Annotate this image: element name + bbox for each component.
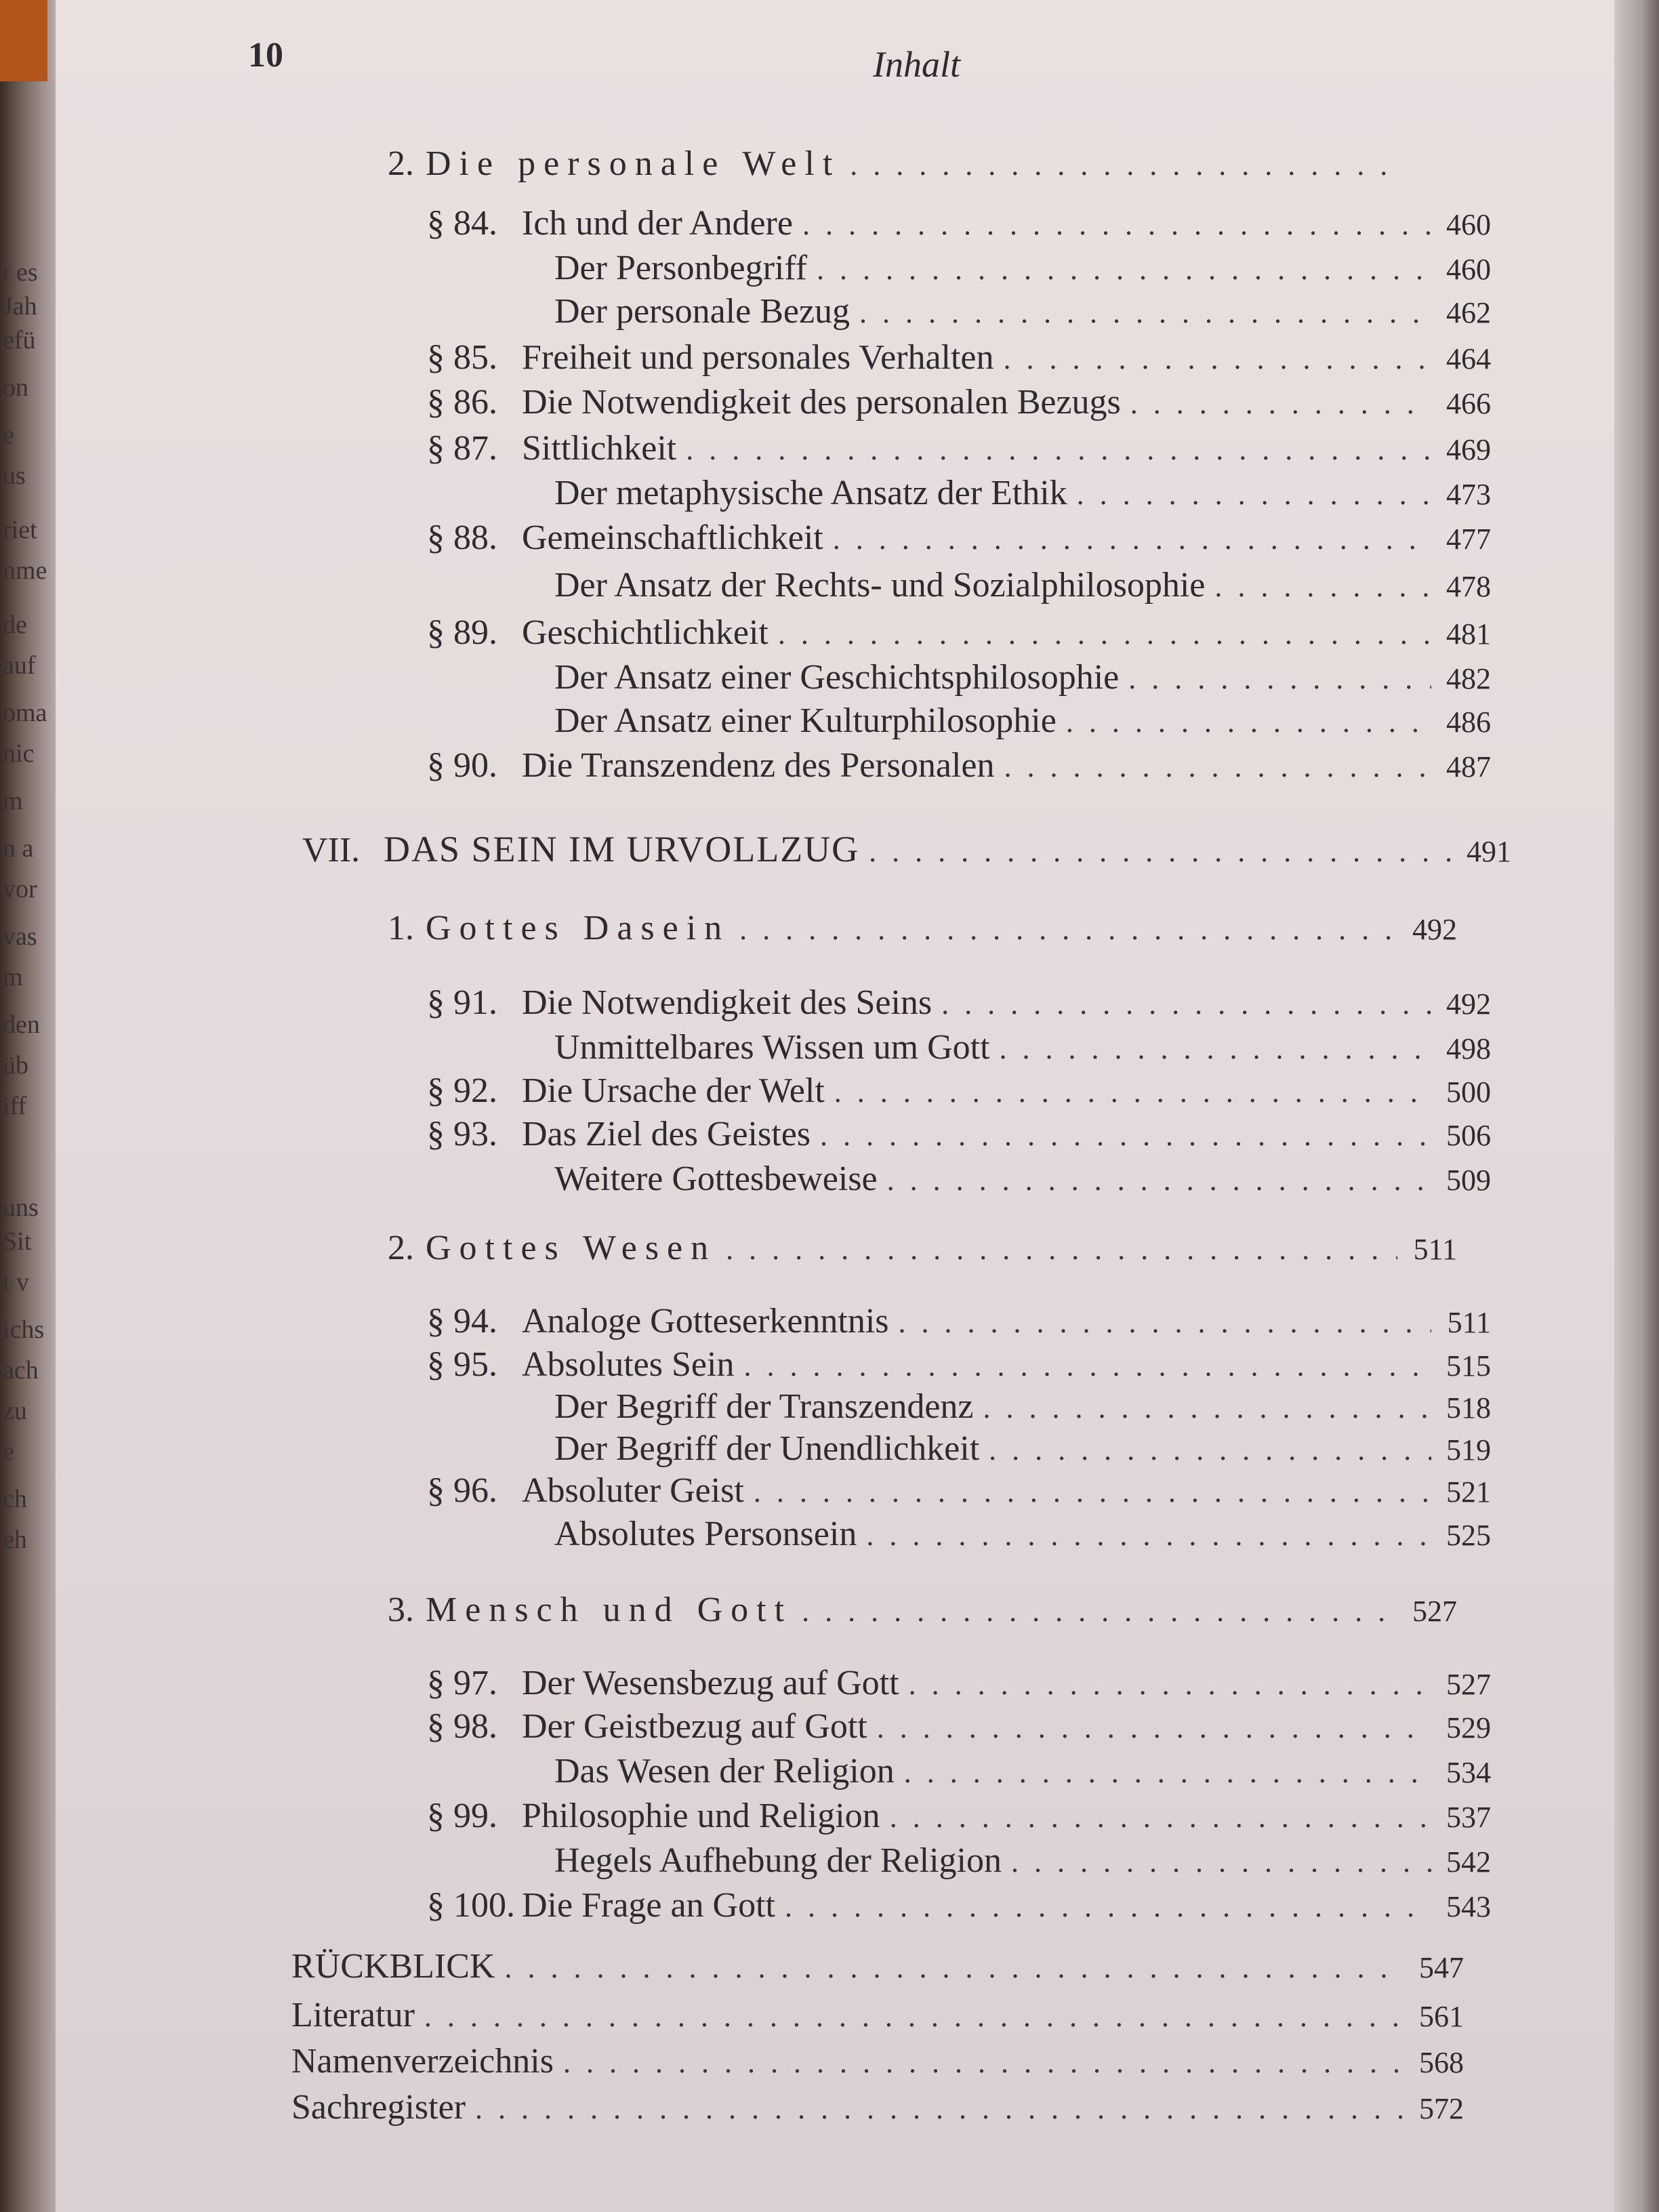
toc-entry bbox=[554, 701, 1491, 744]
toc-title: Freiheit und personales Verhalten bbox=[522, 338, 994, 377]
leader-dots bbox=[904, 1755, 1431, 1790]
toc-title: Der Geistbezug auf Gott bbox=[522, 1707, 867, 1746]
toc-page: 487 bbox=[1446, 750, 1491, 783]
toc-entry bbox=[427, 428, 1491, 472]
toc-entry bbox=[291, 2087, 1464, 2131]
toc-title: Hegels Aufhebung der Religion bbox=[554, 1841, 1002, 1880]
leader-dots bbox=[785, 1889, 1431, 1924]
toc-page: 486 bbox=[1446, 705, 1491, 739]
toc-page: 478 bbox=[1446, 570, 1491, 603]
toc-number: § 90. bbox=[427, 746, 497, 785]
toc-entry bbox=[427, 1301, 1491, 1345]
toc-number: § 96. bbox=[427, 1471, 497, 1510]
toc-entry bbox=[427, 1471, 1491, 1514]
toc-page: 460 bbox=[1446, 253, 1491, 286]
leader-dots bbox=[1214, 569, 1431, 604]
left-page-fragment: nme bbox=[3, 556, 47, 585]
left-page-fragment: n a bbox=[3, 834, 34, 863]
toc-title: Die personale Welt bbox=[426, 144, 841, 183]
toc-entry bbox=[554, 248, 1491, 291]
leader-dots bbox=[989, 1433, 1431, 1467]
toc-title: Mensch und Gott bbox=[426, 1591, 793, 1629]
toc-title: Ich und der Andere bbox=[522, 204, 793, 243]
leader-dots bbox=[869, 834, 1452, 869]
left-page-fragment: zu bbox=[3, 1397, 27, 1425]
toc-page: 498 bbox=[1446, 1032, 1491, 1065]
toc-page: 534 bbox=[1446, 1756, 1491, 1789]
toc-title: Der Ansatz einer Geschichtsphilosophie bbox=[554, 658, 1120, 697]
toc-page: 466 bbox=[1446, 387, 1491, 420]
toc-entry bbox=[427, 983, 1491, 1026]
toc-title: Absolutes Sein bbox=[522, 1345, 735, 1384]
left-page-fragment: t es bbox=[3, 258, 38, 287]
toc-entry bbox=[388, 1590, 1457, 1633]
toc-number: VII. bbox=[302, 831, 361, 869]
leader-dots bbox=[1128, 661, 1431, 696]
toc-title: Absoluter Geist bbox=[522, 1471, 744, 1510]
leader-dots bbox=[1004, 342, 1431, 376]
left-page-fragment: oma bbox=[3, 699, 47, 727]
leader-dots bbox=[850, 148, 1397, 182]
toc-page: 491 bbox=[1467, 835, 1511, 868]
toc-page: 511 bbox=[1413, 1233, 1457, 1266]
toc-number: 3. bbox=[388, 1591, 414, 1629]
toc-number: § 88. bbox=[427, 518, 497, 557]
leader-dots bbox=[563, 2045, 1404, 2080]
left-page-fragment: m bbox=[3, 963, 23, 991]
left-page-fragment: ichs bbox=[3, 1315, 45, 1344]
toc-number: § 87. bbox=[427, 429, 497, 468]
page-number: 10 bbox=[248, 36, 283, 75]
leader-dots bbox=[726, 1232, 1397, 1267]
toc-number: § 89. bbox=[427, 613, 497, 652]
toc-entry bbox=[291, 1995, 1464, 2039]
toc-number: § 97. bbox=[427, 1664, 497, 1702]
toc-page: 477 bbox=[1446, 523, 1491, 556]
toc-page: 561 bbox=[1419, 2000, 1464, 2033]
toc-entry bbox=[554, 1841, 1491, 1884]
toc-title: Geschichtlichkeit bbox=[522, 613, 769, 652]
toc-entry bbox=[388, 908, 1457, 951]
toc-number: § 92. bbox=[427, 1071, 497, 1110]
toc-entry bbox=[554, 1027, 1491, 1071]
leader-dots bbox=[475, 2091, 1404, 2126]
toc-entry bbox=[302, 828, 1511, 872]
toc-title: Der personale Bezug bbox=[554, 292, 851, 331]
toc-page: 529 bbox=[1446, 1711, 1491, 1744]
toc-page: 473 bbox=[1446, 478, 1491, 511]
leader-dots bbox=[778, 617, 1431, 651]
leader-dots bbox=[983, 1391, 1431, 1425]
toc-entry bbox=[427, 1706, 1491, 1750]
toc-page: 568 bbox=[1419, 2046, 1464, 2079]
left-page-fragment: m bbox=[3, 787, 23, 815]
toc-entry bbox=[554, 291, 1491, 335]
toc-entry bbox=[554, 1751, 1491, 1795]
toc-entry bbox=[427, 745, 1491, 789]
toc-entry bbox=[427, 613, 1491, 656]
left-page-fragment: e bbox=[3, 421, 14, 449]
toc-entry bbox=[427, 337, 1491, 381]
toc-number: § 94. bbox=[427, 1302, 497, 1340]
toc-title: Der Personbegriff bbox=[554, 249, 808, 287]
toc-title: Namenverzeichnis bbox=[291, 2042, 554, 2081]
leader-dots bbox=[802, 1594, 1397, 1629]
left-page-fragment: üb bbox=[3, 1051, 28, 1080]
toc-title: Der Begriff der Unendlichkeit bbox=[554, 1429, 980, 1468]
leader-dots bbox=[1130, 386, 1431, 421]
toc-title: Sachregister bbox=[291, 2088, 466, 2127]
toc-page: 511 bbox=[1447, 1306, 1491, 1339]
toc-page: 492 bbox=[1412, 913, 1457, 946]
toc-page: 527 bbox=[1412, 1595, 1457, 1628]
toc-page: 518 bbox=[1446, 1391, 1491, 1425]
left-page-fragment: efü bbox=[3, 326, 36, 354]
leader-dots bbox=[1077, 477, 1431, 512]
left-page-fragment: us bbox=[3, 462, 26, 490]
toc-page: 509 bbox=[1446, 1164, 1491, 1197]
toc-entry bbox=[554, 1514, 1491, 1557]
left-page-fragment: de bbox=[3, 611, 27, 639]
toc-title: Philosophie und Religion bbox=[522, 1797, 880, 1835]
toc-entry bbox=[427, 382, 1491, 426]
toc-page: 492 bbox=[1446, 987, 1491, 1021]
toc-title: RÜCKBLICK bbox=[291, 1947, 495, 1986]
toc-page: 543 bbox=[1446, 1890, 1491, 1923]
leader-dots bbox=[424, 1999, 1404, 2034]
toc-entry bbox=[427, 203, 1491, 247]
toc-entry bbox=[554, 1387, 1491, 1430]
toc-title: Die Notwendigkeit des personalen Bezugs bbox=[522, 383, 1121, 422]
toc-title: Die Frage an Gott bbox=[522, 1886, 776, 1925]
leader-dots bbox=[834, 1075, 1431, 1109]
toc-page: 515 bbox=[1446, 1349, 1491, 1382]
toc-number: § 100. bbox=[427, 1886, 515, 1925]
toc-entry bbox=[427, 1071, 1491, 1114]
toc-entry bbox=[427, 1663, 1491, 1706]
toc-entry bbox=[427, 1796, 1491, 1839]
left-page-fragment: nic bbox=[3, 739, 35, 768]
toc-entry bbox=[554, 473, 1491, 516]
toc-page: 460 bbox=[1446, 208, 1491, 241]
toc-number: 2. bbox=[388, 144, 414, 183]
leader-dots bbox=[877, 1711, 1431, 1745]
toc-title: Der Wesensbezug auf Gott bbox=[522, 1664, 899, 1702]
toc-title: Das Ziel des Geistes bbox=[522, 1115, 811, 1153]
leader-dots bbox=[909, 1667, 1431, 1702]
leader-dots bbox=[686, 432, 1431, 467]
toc-title: Die Ursache der Welt bbox=[522, 1071, 825, 1110]
left-page-fragment: riet bbox=[3, 516, 37, 544]
toc-title: Der Begriff der Transzendenz bbox=[554, 1387, 974, 1426]
toc-number: § 86. bbox=[427, 383, 497, 422]
toc-entry bbox=[427, 1345, 1491, 1388]
toc-title: Der metaphysische Ansatz der Ethik bbox=[554, 474, 1067, 512]
toc-title: Das Wesen der Religion bbox=[554, 1752, 895, 1790]
toc-title: Weitere Gottesbeweise bbox=[554, 1160, 878, 1198]
toc-page: 481 bbox=[1446, 617, 1491, 651]
toc-page: 537 bbox=[1446, 1801, 1491, 1834]
toc-page: 525 bbox=[1446, 1519, 1491, 1552]
toc-number: § 93. bbox=[427, 1115, 497, 1153]
leader-dots bbox=[739, 912, 1397, 947]
toc-page: 519 bbox=[1446, 1433, 1491, 1467]
leader-dots bbox=[754, 1475, 1431, 1509]
left-page-fragment: ach bbox=[3, 1356, 39, 1385]
leader-dots bbox=[1011, 1845, 1431, 1879]
left-page-fragment: den bbox=[3, 1010, 40, 1039]
toc-number: § 84. bbox=[427, 204, 497, 243]
toc-number: § 91. bbox=[427, 983, 497, 1022]
toc-page: 542 bbox=[1446, 1845, 1491, 1879]
toc-title: Gottes Wesen bbox=[426, 1229, 717, 1267]
toc-entry bbox=[554, 565, 1491, 609]
toc-title: Literatur bbox=[291, 1996, 415, 2034]
leader-dots bbox=[802, 207, 1431, 242]
left-page-fragment: iff bbox=[3, 1092, 27, 1120]
toc-page: 469 bbox=[1446, 433, 1491, 466]
leader-dots bbox=[1000, 1031, 1431, 1066]
toc-title: Gottes Dasein bbox=[426, 909, 731, 947]
leader-dots bbox=[859, 295, 1431, 330]
toc-number: 2. bbox=[388, 1229, 414, 1267]
toc-title: Absolutes Personsein bbox=[554, 1515, 857, 1553]
toc-number: 1. bbox=[388, 909, 414, 947]
toc-title: Der Ansatz einer Kulturphilosophie bbox=[554, 701, 1057, 740]
left-page-fragment: uns bbox=[3, 1193, 39, 1222]
left-page-fragment: vas bbox=[3, 922, 37, 951]
leader-dots bbox=[887, 1163, 1431, 1197]
leader-dots bbox=[820, 1118, 1431, 1153]
toc-page: 547 bbox=[1419, 1951, 1464, 1984]
left-page-fragment: e bbox=[3, 1437, 14, 1466]
left-page-fragment: auf bbox=[3, 651, 36, 680]
toc-title: DAS SEIN IM URVOLLZUG bbox=[384, 829, 860, 869]
toc-number: § 95. bbox=[427, 1345, 497, 1384]
toc-title: Unmittelbares Wissen um Gott bbox=[554, 1028, 990, 1067]
toc-entry bbox=[554, 657, 1491, 701]
left-page-fragment: Jah bbox=[3, 292, 37, 321]
toc-page: 521 bbox=[1446, 1475, 1491, 1509]
leader-dots bbox=[890, 1800, 1431, 1835]
toc-entry bbox=[554, 1429, 1491, 1472]
toc-page: 500 bbox=[1446, 1076, 1491, 1109]
toc-number: § 99. bbox=[427, 1797, 497, 1835]
toc-title: Gemeinschaftlichkeit bbox=[522, 518, 823, 557]
toc-number: § 85. bbox=[427, 338, 497, 377]
toc-page: 527 bbox=[1446, 1668, 1491, 1701]
toc-page: 506 bbox=[1446, 1119, 1491, 1152]
left-page-fragment: Sit bbox=[3, 1227, 32, 1256]
toc-page: 572 bbox=[1419, 2092, 1464, 2125]
toc-page: 462 bbox=[1446, 296, 1491, 329]
toc-entry bbox=[554, 1159, 1491, 1202]
leader-dots bbox=[504, 1950, 1404, 1985]
toc-page: 464 bbox=[1446, 342, 1491, 375]
toc-entry bbox=[427, 518, 1491, 561]
toc-title: Die Transzendenz des Personalen bbox=[522, 746, 995, 785]
leader-dots bbox=[1066, 705, 1431, 739]
toc-entry bbox=[388, 1228, 1457, 1271]
leader-dots bbox=[833, 522, 1431, 556]
toc-entry bbox=[427, 1114, 1491, 1158]
left-page-fragment: eh bbox=[3, 1525, 27, 1554]
toc-entry bbox=[291, 2041, 1464, 2085]
leader-dots bbox=[1004, 750, 1431, 784]
leader-dots bbox=[866, 1518, 1431, 1553]
leader-dots bbox=[817, 252, 1431, 287]
toc-page: 482 bbox=[1446, 662, 1491, 695]
leader-dots bbox=[941, 987, 1431, 1021]
left-page-fragment: vor bbox=[3, 875, 37, 903]
toc-title: Sittlichkeit bbox=[522, 429, 677, 468]
left-page-fragment: ch bbox=[3, 1485, 27, 1513]
left-page-fragment: on bbox=[3, 373, 28, 402]
toc-entry bbox=[427, 1885, 1491, 1929]
toc-title: Analoge Gotteserkenntnis bbox=[522, 1302, 889, 1340]
toc-title: Der Ansatz der Rechts- und Sozialphilosophie bbox=[554, 566, 1206, 605]
leader-dots bbox=[743, 1349, 1431, 1383]
running-head: Inhalt bbox=[873, 44, 960, 85]
toc-number: § 98. bbox=[427, 1707, 497, 1746]
left-page-fragment: t v bbox=[3, 1268, 30, 1296]
leader-dots bbox=[899, 1305, 1431, 1340]
toc-entry bbox=[291, 1946, 1464, 1990]
toc-entry bbox=[388, 144, 1457, 187]
toc-title: Die Notwendigkeit des Seins bbox=[522, 983, 933, 1022]
